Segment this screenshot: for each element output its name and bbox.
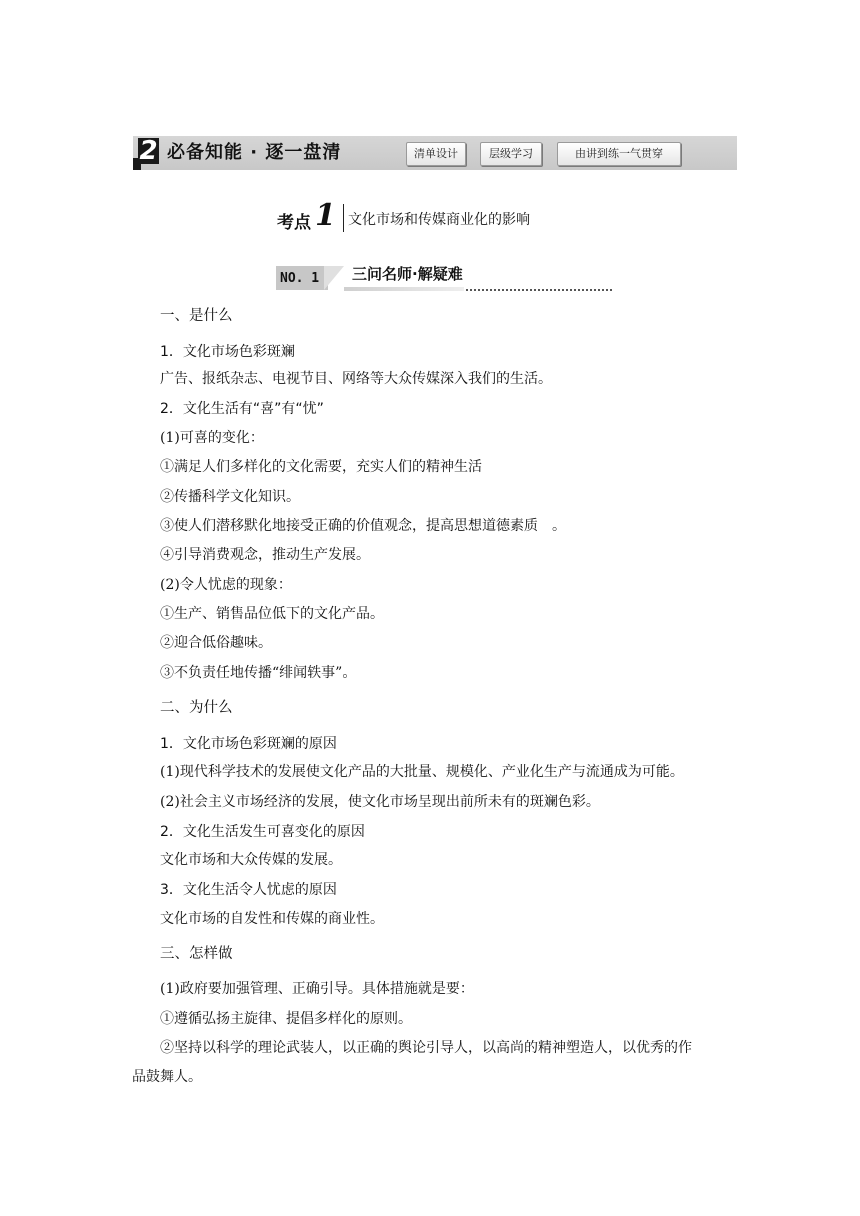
what-1-title: 1．文化市场色彩斑斓 [160,344,295,360]
why-1-b: (2)社会主义市场经济的发展，使文化市场呈现出前所未有的斑斓色彩。 [160,794,600,810]
banner-title: 必备知能 · 逐一盘清 [167,142,342,163]
how-1-b-continued: 品鼓舞人。 [132,1069,202,1085]
why-1-a: (1)现代科学技术的发展使文化产品的大批量、规模化、产业化生产与流通成为可能。 [160,764,684,780]
kaodian-title: 文化市场和传媒商业化的影响 [348,212,530,228]
subsection-label: NO. 1 [280,271,320,286]
what-2-1-d: ④引导消费观念，推动生产发展。 [160,547,370,563]
section-banner [133,136,737,170]
kaodian-number: 1 [315,198,336,233]
level-learning-button[interactable]: 层级学习 [480,142,542,166]
why-2-text: 文化市场和大众传媒的发展。 [160,852,342,868]
subsection-title: 三问名师·解疑难 [352,265,463,283]
how-1-b: ②坚持以科学的理论武装人，以正确的舆论引导人，以高尚的精神塑造人，以优秀的作 [160,1040,692,1056]
subsection-heading [276,263,616,293]
what-2-2-a: ①生产、销售品位低下的文化产品。 [160,606,384,622]
why-2-title: 2．文化生活发生可喜变化的原因 [160,824,365,840]
checklist-design-button[interactable]: 清单设计 [406,142,466,166]
why-1-title: 1．文化市场色彩斑斓的原因 [160,736,337,752]
heading-what: 一、是什么 [160,308,233,324]
kaodian-divider [343,204,344,232]
practice-through-button[interactable]: 由讲到练一气贯穿 [557,142,681,166]
why-3-text: 文化市场的自发性和传媒的商业性。 [160,911,384,927]
heading-why: 二、为什么 [160,700,233,716]
kaodian-label: 考点 [277,213,311,233]
what-2-1-b: ②传播科学文化知识。 [160,489,300,505]
what-2-2-b: ②迎合低俗趣味。 [160,635,272,651]
heading-how: 三、怎样做 [160,946,233,962]
what-2-title: 2．文化生活有“喜”有“忧” [160,401,324,417]
how-1: (1)政府要加强管理、正确引导。具体措施就是要： [160,981,474,997]
what-2-1: (1)可喜的变化： [160,430,264,446]
what-1-text: 广告、报纸杂志、电视节目、网络等大众传媒深入我们的生活。 [160,371,552,387]
what-2-1-a: ①满足人们多样化的文化需要，充实人们的精神生活 [160,459,482,475]
section-number-badge [133,136,159,170]
why-3-title: 3．文化生活令人忧虑的原因 [160,882,337,898]
how-1-a: ①遵循弘扬主旋律、提倡多样化的原则。 [160,1011,412,1027]
what-2-2: (2)令人忧虑的现象： [160,577,292,593]
section-number: 2 [139,136,158,166]
what-2-1-c: ③使人们潜移默化地接受正确的价值观念，提高思想道德素质 。 [160,518,566,534]
what-2-2-c: ③不负责任地传播“绯闻轶事”。 [160,665,357,681]
dotted-leader [466,281,612,291]
